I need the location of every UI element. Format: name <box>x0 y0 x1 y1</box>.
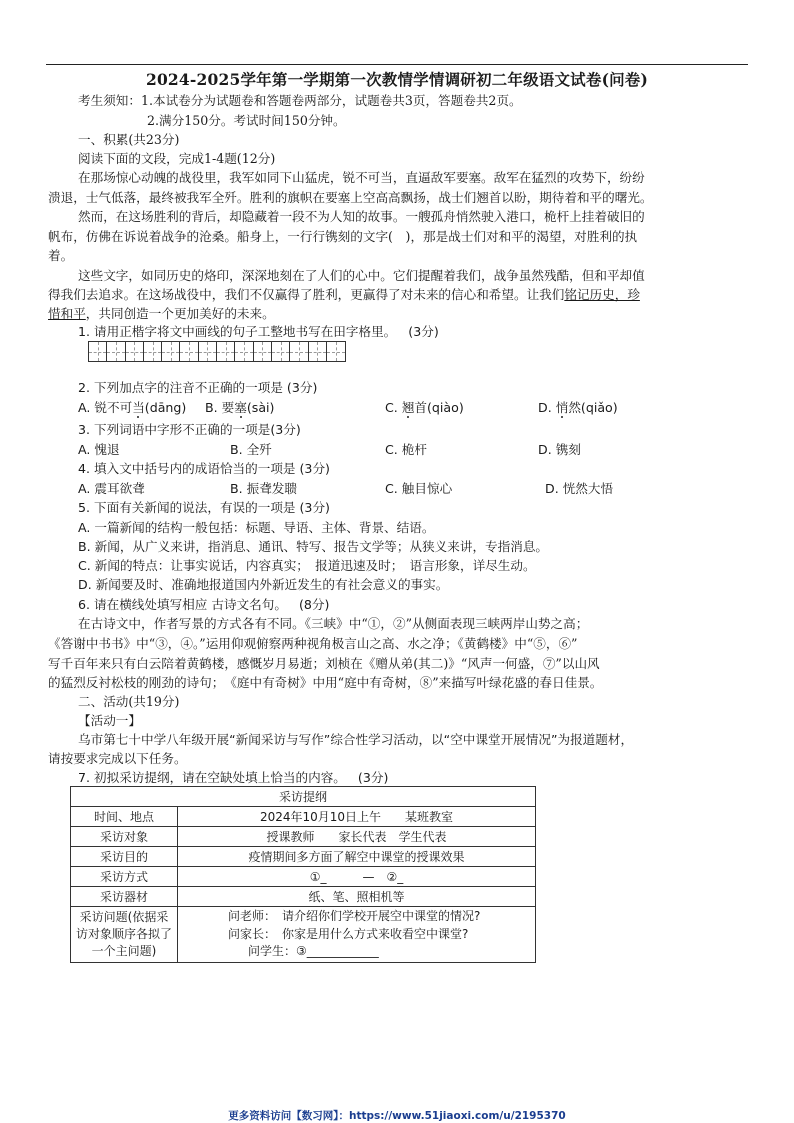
passage-p3-line2: 得我们去追求。在这场战役中，我们不仅赢得了胜利，更赢得了对未来的信心和希望。让我们铭记历史，珍 <box>48 287 640 302</box>
question-student-blank[interactable]: 问学生：③____________ <box>248 944 379 958</box>
tianzige-cell[interactable] <box>254 342 272 361</box>
tianzige-cell[interactable] <box>89 342 107 361</box>
q4-option-a: A. 震耳欲聋 <box>78 481 145 496</box>
tianzige-cell[interactable] <box>144 342 162 361</box>
tianzige-cell[interactable] <box>126 342 144 361</box>
passage-p2-line1: 然而，在这场胜利的背后，却隐藏着一段不为人知的故事。一艘孤舟悄然驶入港口，桅杆上挂着破旧的 <box>78 209 645 224</box>
tianzige-cell[interactable] <box>107 342 125 361</box>
reading-intro: 阅读下面的文段，完成1-4题(12分) <box>78 151 276 166</box>
q6-line-3: 写千百年来只有白云陪着黄鹤楼，感慨岁月易逝；刘桢在《赠从弟(其二)》“风声一何盛，⑦”以山风 <box>48 656 600 671</box>
tianzige-cell[interactable] <box>217 342 235 361</box>
q7-text: 7. 初拟采访提纲，请在空缺处填上恰当的内容。 (3分) <box>78 770 389 785</box>
top-rule <box>46 64 748 65</box>
table-row <box>71 807 536 827</box>
table-row <box>71 827 536 847</box>
q5-option-d: D. 新闻要及时、准确地报道国内外新近发生的有社会意义的事实。 <box>78 577 449 592</box>
row-value: 2024年10月10日上午 某班教室 <box>178 807 536 827</box>
q5-option-b: B. 新闻，从广义来讲，指消息、通讯、特写、报告文学等；从狭义来讲，专指消息。 <box>78 539 549 554</box>
tianzige-cell[interactable] <box>180 342 198 361</box>
footer-link[interactable]: 更多资料访问【数习网】：https://www.51jiaoxi.com/u/2195370 <box>228 1110 566 1122</box>
q3-option-b: B. 全歼 <box>230 442 272 457</box>
section2-heading: 二、活动(共19分) <box>78 694 180 709</box>
q5-option-c: C. 新闻的特点：让事实说话，内容真实； 报道迅速及时； 语言形象，详尽生动。 <box>78 558 536 573</box>
section1-heading: 一、积累(共23分) <box>78 132 180 147</box>
q4-option-d: D. 恍然大悟 <box>545 481 614 496</box>
table-row <box>71 907 536 963</box>
page-title: 2024-2025学年第一学期第一次教情学情调研初二年级语文试卷(问卷) <box>145 70 649 89</box>
table-row <box>71 887 536 907</box>
row-value: 授课教师 家长代表 学生代表 <box>178 827 536 847</box>
q5-text: 5. 下面有关新闻的说法，有误的一项是 (3分) <box>78 500 330 515</box>
table-title-row <box>71 787 536 807</box>
q6-line-2: 《答谢中书书》中“③，④。”运用仰观俯察两种视角极言山之高、水之净；《黄鹤楼》中“⑤，⑥” <box>48 636 578 651</box>
answer-blank-row[interactable]: ①_ — ②_ <box>178 867 536 887</box>
row-value: 纸、笔、照相机等 <box>178 887 536 907</box>
activity-intro-line2: 请按要求完成以下任务。 <box>48 751 187 766</box>
passage-p2-line2: 帆布，仿佛在诉说着战争的沧桑。船身上，一行行镌刻的文字( )，那是战士们对和平的渴望，对胜利的执 <box>48 229 638 244</box>
tianzige-cell[interactable] <box>290 342 308 361</box>
table-row <box>71 847 536 867</box>
tianzige-cell[interactable] <box>162 342 180 361</box>
q2-option-a: A. 锐不可当(dāng) <box>78 400 187 415</box>
passage-p3-line1: 这些文字，如同历史的烙印，深深地刻在了人们的心中。它们提醒着我们，战争虽然残酷，但和平却值 <box>78 268 645 283</box>
tianzige-cell[interactable] <box>235 342 253 361</box>
passage-p3-line3: 惜和平，共同创造一个更加美好的未来。 <box>48 306 275 321</box>
activity-1-label: 【活动一】 <box>78 713 141 728</box>
row-label: 时间、地点 <box>71 807 178 827</box>
q2-option-b: B. 要塞(sài) <box>205 400 275 415</box>
row-label: 采访器材 <box>71 887 178 907</box>
tianzige-grid[interactable] <box>88 341 346 362</box>
q2-option-c: C. 翘首(qiào) <box>385 400 464 415</box>
q5-option-a: A. 一篇新闻的结构一般包括：标题、导语、主体、背景、结语。 <box>78 520 435 535</box>
q6-text: 6. 请在横线处填写相应 古诗文名句。 (8分) <box>78 597 330 612</box>
passage-p1-line2: 溃退，士气低落，最终被我军全歼。胜利的旗帜在要塞上空高高飘扬，战士们翘首以盼，期待着和平的曙光。 <box>48 190 653 205</box>
q3-option-d: D. 镌刻 <box>538 442 581 457</box>
questions-list <box>178 907 536 963</box>
passage-p2-line3: 着。 <box>48 248 74 263</box>
table-row <box>71 867 536 887</box>
q1-text: 1. 请用正楷字将文中画线的句子工整地书写在田字格里。 (3分) <box>78 324 439 339</box>
q6-line-4: 的猛烈反衬松枝的刚劲的诗句； 《庭中有奇树》中用“庭中有奇树，⑧”来描写叶绿花盛的春日佳景。 <box>48 675 603 690</box>
interview-outline-table <box>70 786 536 963</box>
row-label: 采访方式 <box>71 867 178 887</box>
q2-text: 2. 下列加点字的注音不正确的一项是 (3分) <box>78 380 318 395</box>
table-title: 采访提纲 <box>71 787 536 807</box>
tianzige-cell[interactable] <box>309 342 327 361</box>
q4-option-c: C. 触目惊心 <box>385 481 453 496</box>
row-label: 采访目的 <box>71 847 178 867</box>
tianzige-cell[interactable] <box>327 342 345 361</box>
row-value: 疫情期间多方面了解空中课堂的授课效果 <box>178 847 536 867</box>
q4-text: 4. 填入文中括号内的成语恰当的一项是 (3分) <box>78 461 330 476</box>
tianzige-cell[interactable] <box>272 342 290 361</box>
q4-option-b: B. 振聋发聩 <box>230 481 298 496</box>
questions-label: 采访问题(依据采访对象顺序各拟了一个主问题) <box>71 907 178 963</box>
tianzige-cell[interactable] <box>199 342 217 361</box>
question-teacher: 问老师： 请介绍你们学校开展空中课堂的情况? <box>228 909 481 923</box>
q3-option-c: C. 桅杆 <box>385 442 427 457</box>
activity-intro-line1: 乌市第七十中学八年级开展“新闻采访与写作”综合性学习活动，以“空中课堂开展情况”为报道题材， <box>78 732 634 747</box>
q6-line-1: 在古诗文中，作者写景的方式各有不同。《三峡》中“①，②”从侧面表现三峡两岸山势之高； <box>78 616 589 631</box>
q3-text: 3. 下列词语中字形不正确的一项是(3分) <box>78 422 301 437</box>
q2-option-d: D. 悄然(qiǎo) <box>538 400 618 415</box>
notice-line-1: 考生须知：1.本试卷分为试题卷和答题卷两部分，试题卷共3页，答题卷共2页。 <box>78 93 522 108</box>
notice-line-2: 2.满分150分。考试时间150分钟。 <box>147 113 346 128</box>
underlined-sentence-part2: 惜和平 <box>48 306 86 321</box>
question-parent: 问家长： 你家是用什么方式来收看空中课堂? <box>228 926 469 941</box>
row-label: 采访对象 <box>71 827 178 847</box>
q3-option-a: A. 愧退 <box>78 442 120 457</box>
underlined-sentence-part1: 铭记历史，珍 <box>564 287 640 302</box>
passage-p1-line1: 在那场惊心动魄的战役里，我军如同下山猛虎，锐不可当，直逼敌军要塞。敌军在猛烈的攻势下，纷纷 <box>78 170 645 185</box>
